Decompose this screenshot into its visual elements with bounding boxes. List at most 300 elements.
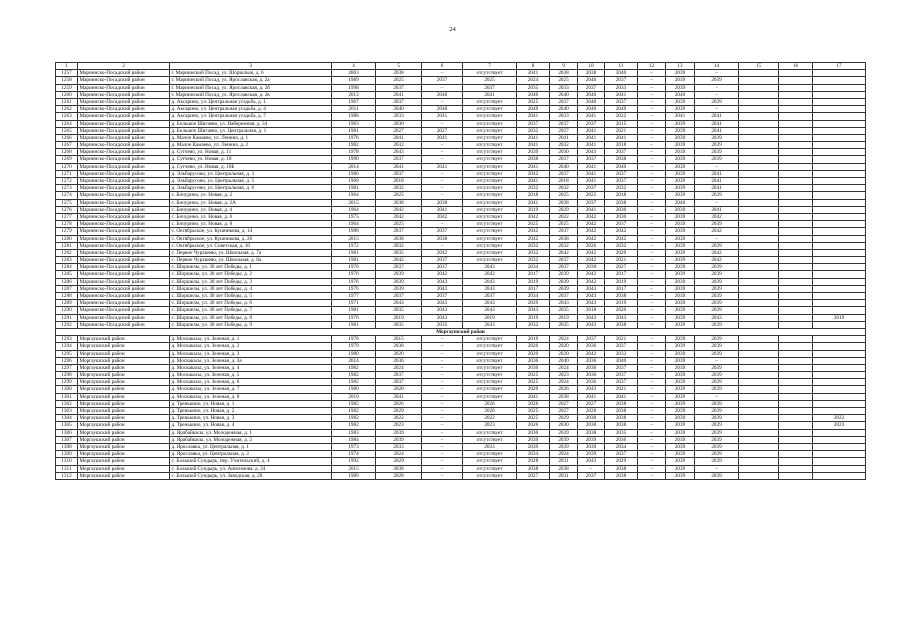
table-cell: 2043 <box>422 307 463 314</box>
table-cell: Мариинско-Посадский район <box>78 106 170 113</box>
table-cell <box>739 70 779 77</box>
table-cell: – <box>422 343 463 350</box>
table-cell <box>739 264 779 271</box>
table-cell <box>739 285 779 292</box>
table-cell: 1260 <box>56 91 78 98</box>
table-cell: 2034 <box>605 443 638 450</box>
table-cell: 1289 <box>56 300 78 307</box>
table-cell: 2043 <box>463 278 517 285</box>
table-cell <box>739 314 779 321</box>
table-cell: 2039 <box>695 321 739 328</box>
column-header: 10 <box>578 63 605 70</box>
table-cell: 2037 <box>550 98 578 105</box>
table-cell: 2037 <box>422 77 463 84</box>
table-cell: 1304 <box>56 415 78 422</box>
table-cell: отсутствует <box>463 70 517 77</box>
table-cell: 2032 <box>517 249 550 256</box>
table-cell: Моргаушский район <box>78 415 170 422</box>
table-cell: 2039 <box>550 429 578 436</box>
table-cell <box>739 106 779 113</box>
table-cell: 2036 <box>578 379 605 386</box>
table-cell: 2042 <box>578 249 605 256</box>
table-cell: 2035 <box>376 321 422 328</box>
table-cell: 2040 <box>422 91 463 98</box>
table-cell: 1291 <box>56 314 78 321</box>
table-cell: д. Сутчево, ул. Новая, д. 18 <box>170 156 332 163</box>
table-cell <box>813 84 866 91</box>
table-cell <box>739 257 779 264</box>
table-cell: 2032 <box>376 242 422 249</box>
table-cell: 2041 <box>695 120 739 127</box>
table-cell: д. Тренькино, ул. Новая, д. 3 <box>170 415 332 422</box>
table-cell: – <box>422 170 463 177</box>
table-row <box>56 314 866 321</box>
table-cell: – <box>638 314 666 321</box>
column-header: 1 <box>56 63 78 70</box>
table-cell: 2037 <box>376 156 422 163</box>
table-cell: Мариинско-Посадский район <box>78 185 170 192</box>
table-cell: – <box>422 156 463 163</box>
table-cell: 2032 <box>605 242 638 249</box>
table-cell <box>739 379 779 386</box>
table-cell: 2033 <box>605 350 638 357</box>
table-cell: Мариинско-Посадский район <box>78 192 170 199</box>
table-cell: Мариинско-Посадский район <box>78 228 170 235</box>
table-row <box>56 142 866 149</box>
table-cell: 2038 <box>605 199 638 206</box>
table-cell: 2041 <box>578 178 605 185</box>
table-cell: 1286 <box>56 278 78 285</box>
table-cell <box>739 429 779 436</box>
table-cell: 2043 <box>517 307 550 314</box>
table-cell: 2041 <box>517 134 550 141</box>
column-header: 11 <box>605 63 638 70</box>
table-cell: 2043 <box>550 300 578 307</box>
table-cell: д. Тренькино, ул. Новая, д. 4 <box>170 422 332 429</box>
table-cell: 2042 <box>578 278 605 285</box>
table-cell: 1973 <box>332 443 376 450</box>
table-cell: 2029 <box>605 458 638 465</box>
table-cell: 2040 <box>550 106 578 113</box>
table-row <box>56 408 866 415</box>
table-cell: 2022 <box>376 415 422 422</box>
table-cell: 2037 <box>605 77 638 84</box>
table-cell <box>739 213 779 220</box>
table-cell: 2023 <box>463 422 517 429</box>
table-cell: 2025 <box>463 77 517 84</box>
table-cell: 1979 <box>332 343 376 350</box>
table-cell: 2037 <box>550 228 578 235</box>
table-cell: – <box>638 429 666 436</box>
table-cell: – <box>638 206 666 213</box>
table-cell <box>813 156 866 163</box>
table-cell: Моргаушский район <box>78 436 170 443</box>
table-cell: – <box>638 422 666 429</box>
table-cell: 2040 <box>605 357 638 364</box>
table-cell <box>779 429 813 436</box>
table-cell <box>813 321 866 328</box>
table-cell: – <box>638 178 666 185</box>
table-cell: 2043 <box>578 293 605 300</box>
table-cell <box>813 120 866 127</box>
table-cell: д. Москакасы, ул. Зеленая, д. 1 <box>170 336 332 343</box>
table-cell <box>739 228 779 235</box>
table-cell <box>779 91 813 98</box>
table-cell: – <box>638 300 666 307</box>
column-header: 9 <box>550 63 578 70</box>
table-cell <box>779 451 813 458</box>
table-cell: 2042 <box>605 235 638 242</box>
table-cell: 1278 <box>56 221 78 228</box>
table-cell: 2039 <box>666 228 695 235</box>
table-cell: 2039 <box>666 170 695 177</box>
table-cell: 2037 <box>578 84 605 91</box>
table-cell: 2043 <box>422 278 463 285</box>
table-cell: отсутствует <box>463 149 517 156</box>
table-cell: 2019 <box>813 314 866 321</box>
table-cell: 2041 <box>517 163 550 170</box>
table-cell: д. Эльбарусово, ул. Центральная, д. 5 <box>170 178 332 185</box>
table-cell: – <box>638 436 666 443</box>
table-cell <box>779 98 813 105</box>
table-cell: 2039 <box>666 400 695 407</box>
table-cell <box>813 249 866 256</box>
table-cell: 2029 <box>550 206 578 213</box>
table-cell: 1299 <box>56 379 78 386</box>
table-cell: 2038 <box>376 343 422 350</box>
table-cell: 1982 <box>332 415 376 422</box>
table-cell: – <box>422 451 463 458</box>
table-cell: 1306 <box>56 429 78 436</box>
table-cell: 2042 <box>422 271 463 278</box>
table-cell: – <box>638 213 666 220</box>
table-cell: Моргаушский район <box>78 372 170 379</box>
table-cell: 2041 <box>517 199 550 206</box>
table-cell: 2032 <box>517 242 550 249</box>
table-cell: 1307 <box>56 436 78 443</box>
table-row <box>56 77 866 84</box>
table-cell: 2039 <box>695 400 739 407</box>
table-cell: – <box>422 357 463 364</box>
table-cell <box>779 436 813 443</box>
table-cell: отсутствует <box>463 106 517 113</box>
table-cell: 2042 <box>517 235 550 242</box>
table-cell: – <box>638 357 666 364</box>
table-cell: – <box>638 285 666 292</box>
table-cell: 2039 <box>666 357 695 364</box>
table-cell: Моргаушский район <box>78 443 170 450</box>
table-cell: 2019 <box>517 314 550 321</box>
table-cell: 2041 <box>517 178 550 185</box>
table-cell: 2030 <box>578 415 605 422</box>
table-cell: – <box>638 91 666 98</box>
table-cell: 1982 <box>332 142 376 149</box>
table-cell: Моргаушский район <box>78 350 170 357</box>
table-cell: 2024 <box>550 364 578 371</box>
table-cell: 2039 <box>695 149 739 156</box>
table-cell: 2039 <box>666 408 695 415</box>
table-cell: 2037 <box>578 156 605 163</box>
table-cell: Моргаушский район <box>78 408 170 415</box>
table-cell: Мариинско-Посадский район <box>78 271 170 278</box>
table-cell: 2037 <box>376 98 422 105</box>
table-cell: 2043 <box>578 314 605 321</box>
table-cell: 2015 <box>605 120 638 127</box>
table-cell: 2040 <box>422 106 463 113</box>
table-cell: д. Тренькино, ул. Новая, д. 1 <box>170 400 332 407</box>
table-cell: 2039 <box>695 271 739 278</box>
column-header: 8 <box>517 63 550 70</box>
table-cell: 1288 <box>56 293 78 300</box>
table-cell: 2039 <box>666 278 695 285</box>
table-cell: 2039 <box>666 163 695 170</box>
table-cell: – <box>695 235 739 242</box>
table-cell: 2039 <box>666 192 695 199</box>
table-cell: Моргаушский район <box>78 357 170 364</box>
table-cell <box>813 343 866 350</box>
table-cell: 2042 <box>578 221 605 228</box>
table-cell: 1270 <box>56 163 78 170</box>
table-cell: 2025 <box>550 192 578 199</box>
table-cell: 2015 <box>332 465 376 472</box>
table-cell <box>739 400 779 407</box>
table-cell: 2034 <box>517 451 550 458</box>
table-cell <box>813 386 866 393</box>
table-cell: – <box>695 357 739 364</box>
table-cell: Мариинско-Посадский район <box>78 77 170 84</box>
table-cell: 2039 <box>666 443 695 450</box>
table-cell: 2037 <box>376 264 422 271</box>
table-cell: 2039 <box>666 379 695 386</box>
table-cell: 2037 <box>550 120 578 127</box>
table-cell: 2041 <box>605 393 638 400</box>
table-row <box>56 170 866 177</box>
table-cell <box>739 307 779 314</box>
table-cell: 2042 <box>578 271 605 278</box>
table-cell: 1268 <box>56 149 78 156</box>
table-cell: 2040 <box>550 357 578 364</box>
table-cell <box>779 178 813 185</box>
table-cell: 1285 <box>56 271 78 278</box>
table-cell: 2039 <box>695 293 739 300</box>
table-cell <box>813 408 866 415</box>
table-row <box>56 264 866 271</box>
table-cell: 2018 <box>550 178 578 185</box>
table-cell: Мариинско-Посадский район <box>78 278 170 285</box>
table-cell <box>813 278 866 285</box>
table-cell: 2038 <box>605 156 638 163</box>
table-cell <box>779 293 813 300</box>
table-cell: Мариинско-Посадский район <box>78 264 170 271</box>
table-cell: 2039 <box>376 436 422 443</box>
table-cell: 2027 <box>550 408 578 415</box>
table-cell: 2037 <box>605 98 638 105</box>
table-cell: 1981 <box>332 185 376 192</box>
table-row <box>56 149 866 156</box>
table-cell <box>779 206 813 213</box>
table-cell: 2041 <box>463 91 517 98</box>
table-cell: 2038 <box>605 408 638 415</box>
table-cell: – <box>422 458 463 465</box>
table-cell: 2039 <box>695 285 739 292</box>
table-cell: отсутствует <box>463 242 517 249</box>
table-row <box>56 465 866 472</box>
table-cell: 2041 <box>578 170 605 177</box>
table-cell: 1964 <box>332 221 376 228</box>
table-cell: Моргаушский район <box>78 393 170 400</box>
table-cell: – <box>638 235 666 242</box>
table-cell: 2041 <box>578 393 605 400</box>
table-cell <box>779 314 813 321</box>
table-row <box>56 415 866 422</box>
table-cell <box>813 70 866 77</box>
table-cell <box>779 307 813 314</box>
table-cell <box>813 142 866 149</box>
table-cell: 2026 <box>376 400 422 407</box>
table-cell: 2040 <box>578 98 605 105</box>
table-cell: 2022 <box>550 213 578 220</box>
table-cell <box>739 142 779 149</box>
table-cell <box>813 451 866 458</box>
table-cell: 2020 <box>517 343 550 350</box>
table-cell: – <box>638 185 666 192</box>
table-cell: – <box>422 98 463 105</box>
table-cell: 2037 <box>550 257 578 264</box>
table-row <box>56 386 866 393</box>
table-cell: д. Москакасы, ул. Зеленая, д. 3 <box>170 350 332 357</box>
table-cell: 2039 <box>666 185 695 192</box>
table-cell <box>813 393 866 400</box>
table-cell: – <box>638 307 666 314</box>
table-cell <box>813 228 866 235</box>
table-cell <box>779 357 813 364</box>
table-cell <box>813 336 866 343</box>
table-cell: – <box>695 106 739 113</box>
table-cell: 2033 <box>376 443 422 450</box>
table-cell: 2039 <box>666 142 695 149</box>
column-header: 3 <box>170 63 332 70</box>
table-cell: 2037 <box>463 84 517 91</box>
table-cell: 2039 <box>666 257 695 264</box>
table-cell <box>813 127 866 134</box>
table-cell: 1976 <box>332 264 376 271</box>
table-cell: 1981 <box>332 249 376 256</box>
table-cell: 2036 <box>578 372 605 379</box>
table-cell: 2039 <box>695 436 739 443</box>
table-cell: 2030 <box>517 429 550 436</box>
table-cell <box>813 199 866 206</box>
table-cell: 2021 <box>605 336 638 343</box>
table-cell <box>739 134 779 141</box>
table-cell: 2038 <box>550 393 578 400</box>
table-cell <box>779 386 813 393</box>
table-cell <box>813 163 866 170</box>
table-cell <box>739 221 779 228</box>
table-cell: 2037 <box>376 293 422 300</box>
table-cell: 1981 <box>332 257 376 264</box>
table-cell <box>739 156 779 163</box>
table-cell: 2025 <box>517 221 550 228</box>
table-cell: 2041 <box>517 393 550 400</box>
table-cell: 1280 <box>56 235 78 242</box>
table-cell: 2020 <box>550 343 578 350</box>
table-cell: 1974 <box>332 451 376 458</box>
table-cell <box>813 178 866 185</box>
table-cell: 2037 <box>578 199 605 206</box>
table-cell: 2032 <box>605 185 638 192</box>
table-cell: 1976 <box>332 134 376 141</box>
table-cell: 2043 <box>578 300 605 307</box>
table-cell: отсутствует <box>463 429 517 436</box>
table-row <box>56 429 866 436</box>
table-cell: 2021 <box>605 127 638 134</box>
table-cell: 2043 <box>463 300 517 307</box>
table-cell: 2025 <box>550 221 578 228</box>
table-cell <box>813 429 866 436</box>
table-cell: 2032 <box>517 257 550 264</box>
table-cell: 1264 <box>56 120 78 127</box>
table-cell <box>813 372 866 379</box>
table-cell: 2037 <box>376 84 422 91</box>
table-cell: 2039 <box>695 408 739 415</box>
table-cell: – <box>422 400 463 407</box>
table-cell <box>779 321 813 328</box>
table-cell: д. Сутчево, ул. Новая, д. 11 <box>170 149 332 156</box>
table-cell: 2022 <box>463 415 517 422</box>
table-cell: 1276 <box>56 206 78 213</box>
table-cell: 2030 <box>376 120 422 127</box>
table-cell: 2040 <box>550 163 578 170</box>
table-cell: 2035 <box>422 321 463 328</box>
table-cell <box>813 357 866 364</box>
table-cell: с. Шоршелы, ул. 30 лет Победы, д. 5 <box>170 293 332 300</box>
table-cell: отсутствует <box>463 336 517 343</box>
table-cell: 2042 <box>422 213 463 220</box>
table-cell: – <box>422 386 463 393</box>
table-cell: 2039 <box>666 372 695 379</box>
table-cell: 1292 <box>56 321 78 328</box>
table-cell: 1964 <box>332 206 376 213</box>
table-cell: 2018 <box>578 307 605 314</box>
table-cell: – <box>638 364 666 371</box>
table-cell: 2041 <box>695 127 739 134</box>
table-cell: г. Мариинский Посад, ул. Ярославская, д. 2б <box>170 84 332 91</box>
table-row <box>56 242 866 249</box>
table-cell <box>779 70 813 77</box>
table-cell: – <box>638 127 666 134</box>
table-cell: 2037 <box>422 228 463 235</box>
table-cell: 2024 <box>376 364 422 371</box>
table-cell: 2020 <box>578 408 605 415</box>
table-cell: 2020 <box>605 249 638 256</box>
table-cell: 2043 <box>422 314 463 321</box>
table-cell: 2043 <box>578 285 605 292</box>
table-cell: 2037 <box>605 343 638 350</box>
table-cell: – <box>638 343 666 350</box>
table-cell: 2022 <box>813 415 866 422</box>
table-cell: д. Аксарино, ул. Центральная усадьба, д. 4 <box>170 106 332 113</box>
table-cell: отсутствует <box>463 120 517 127</box>
table-cell: – <box>638 271 666 278</box>
table-cell: 2021 <box>605 386 638 393</box>
table-cell <box>813 134 866 141</box>
table-cell: Мариинско-Посадский район <box>78 163 170 170</box>
table-cell: 2040 <box>666 199 695 206</box>
table-cell: 2041 <box>605 91 638 98</box>
table-cell: – <box>638 70 666 77</box>
table-cell: 2038 <box>376 199 422 206</box>
table-cell: 2039 <box>666 307 695 314</box>
